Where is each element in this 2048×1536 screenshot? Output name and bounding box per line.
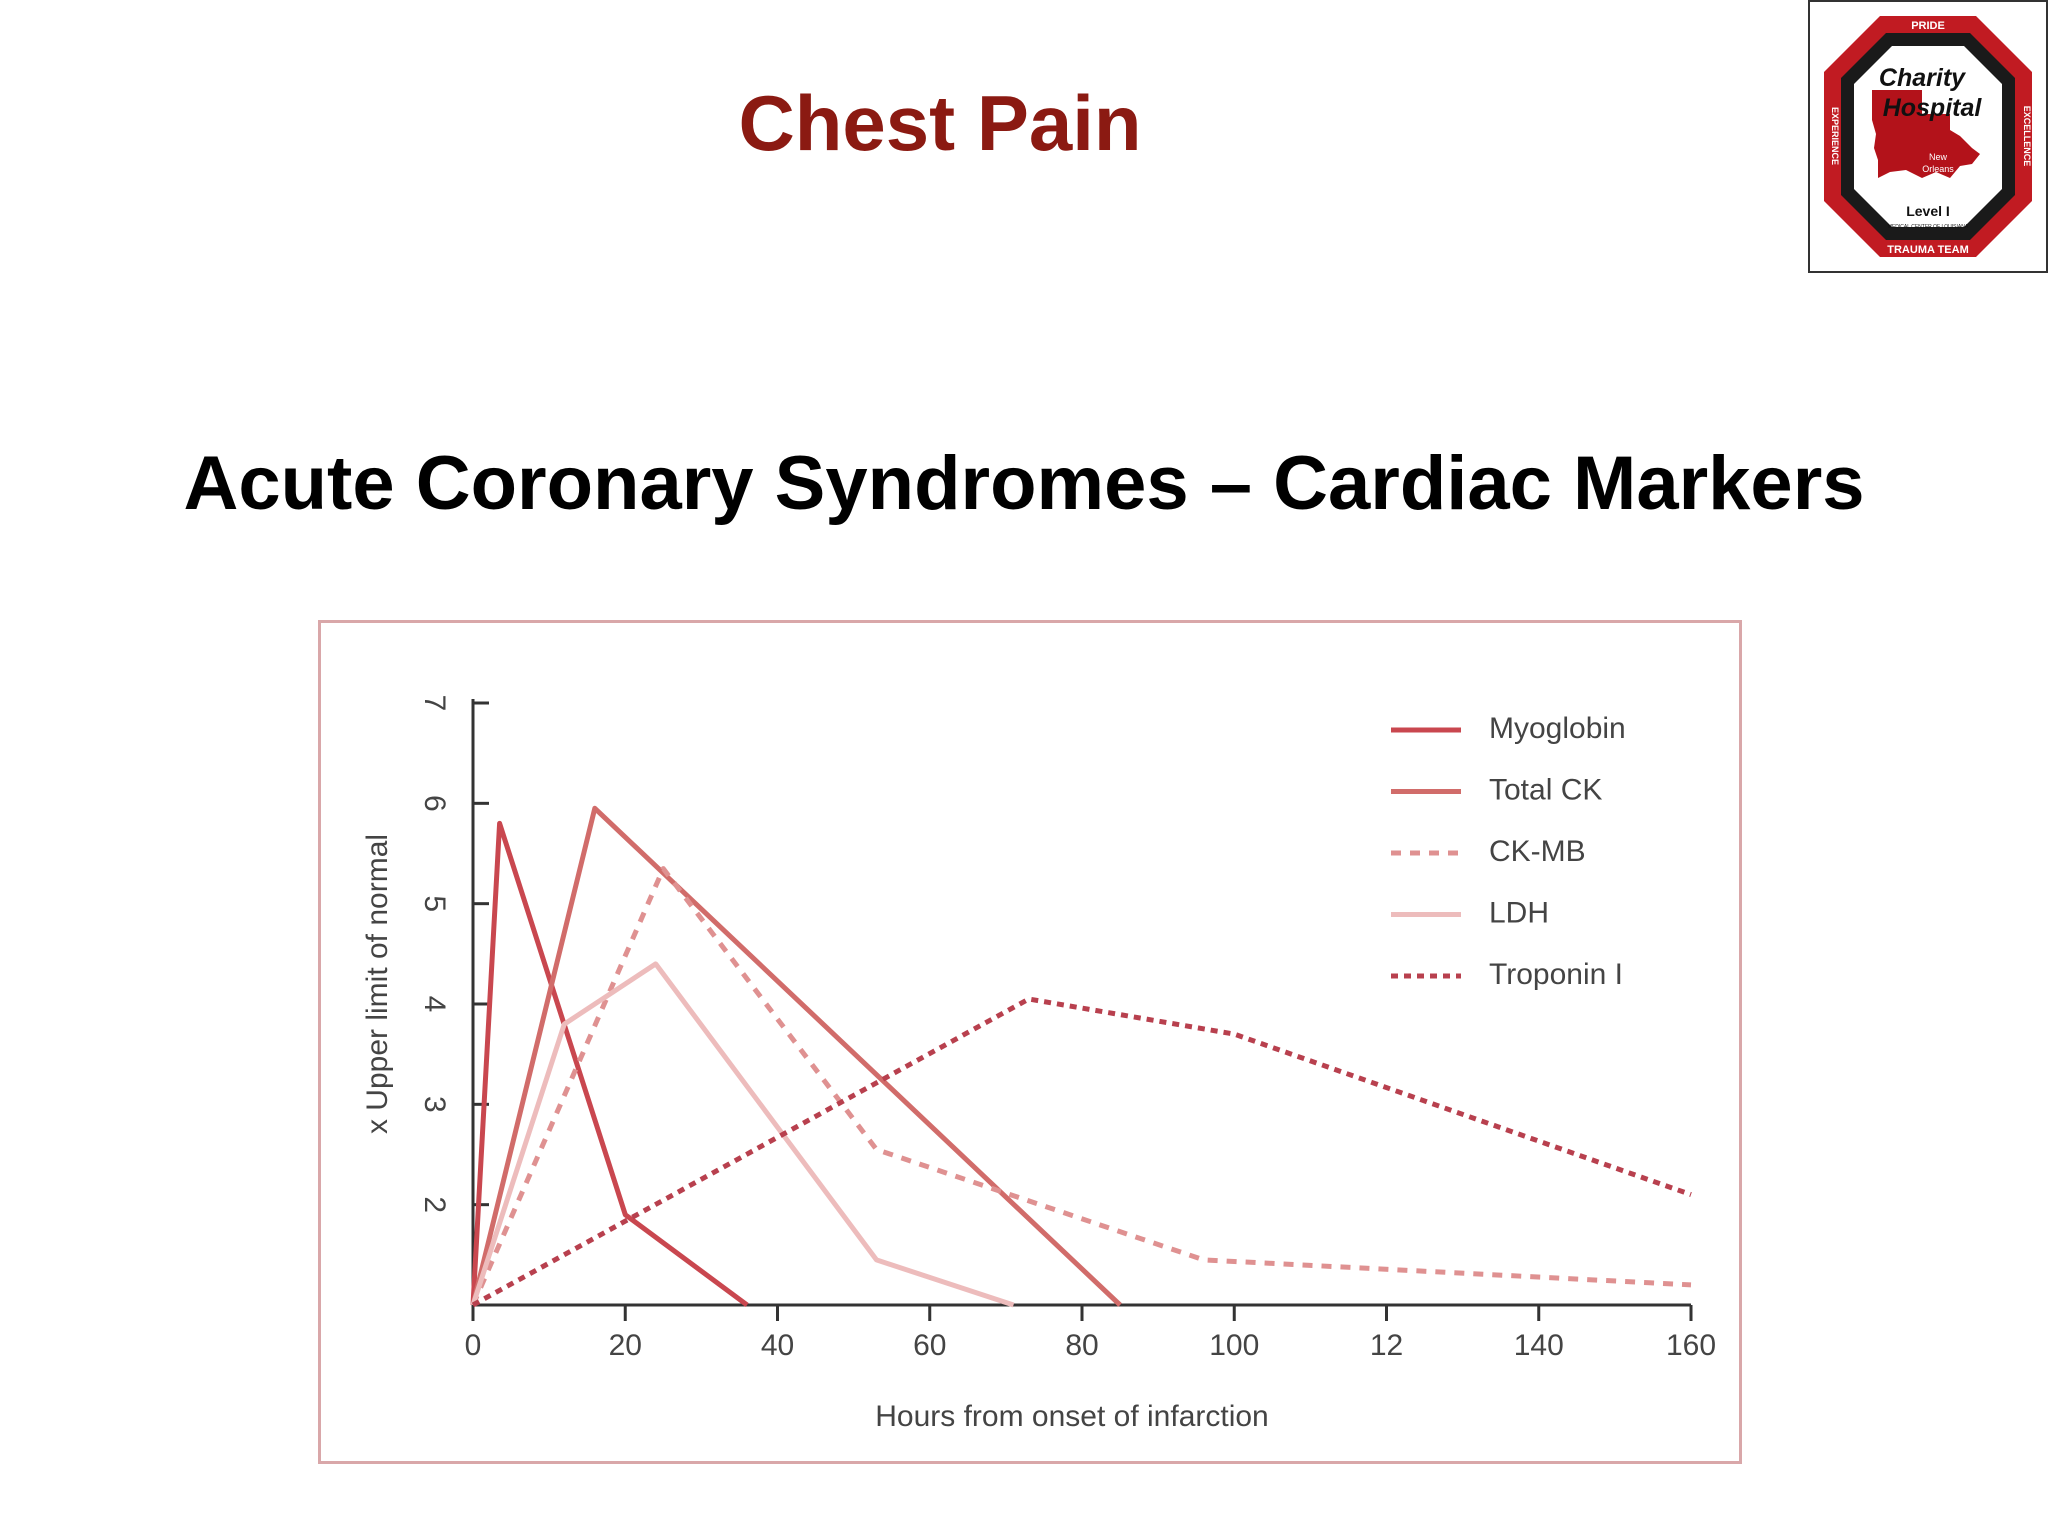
charity-hospital-logo (1808, 0, 2048, 273)
x-tick-label: 100 (1209, 1329, 1260, 1362)
chart-frame (318, 620, 1742, 1464)
y-tick-label: 6 (418, 794, 452, 812)
logo-city-line1: New (1928, 152, 1948, 162)
series-line-total-ck (473, 808, 1120, 1305)
legend-label: CK-MB (1489, 834, 1586, 868)
x-tick-label: 12 (1369, 1329, 1404, 1362)
logo-right-text: EXCELLENCE (2022, 105, 2032, 167)
logo-emblem-icon (1810, 2, 2046, 271)
logo-city-line2: Orleans (1922, 164, 1954, 174)
x-tick-label: 40 (760, 1329, 795, 1362)
x-tick-label: 160 (1665, 1329, 1717, 1362)
y-tick-label: 5 (418, 895, 452, 913)
x-tick-label: 60 (913, 1329, 947, 1362)
logo-top-text: PRIDE (1911, 20, 1945, 32)
series-line-troponin-i (473, 999, 1691, 1305)
legend-label: Total CK (1489, 773, 1603, 807)
series-line-ldh (473, 964, 1014, 1305)
x-tick-label: 20 (608, 1329, 642, 1362)
y-axis-label: x Upper limit of normal (360, 833, 394, 1135)
slide-title: Chest Pain (738, 79, 1142, 167)
y-tick-label: 3 (418, 1095, 452, 1113)
y-tick-label: 4 (418, 995, 452, 1013)
x-tick-label: 140 (1513, 1329, 1564, 1362)
slide-subtitle: Acute Coronary Syndromes – Cardiac Markers (183, 441, 1865, 526)
x-tick-label: 0 (464, 1329, 482, 1362)
x-tick-label: 80 (1065, 1329, 1099, 1362)
x-axis-label: Hours from onset of infarction (875, 1400, 1269, 1433)
legend-label: LDH (1489, 896, 1550, 930)
cardiac-marker-chart (321, 623, 1739, 1461)
logo-bottom-text: TRAUMA TEAM (1887, 244, 1969, 256)
legend-label: Troponin I (1489, 957, 1623, 991)
logo-left-text: EXPERIENCE (1830, 106, 1840, 166)
legend-label: Myoglobin (1489, 711, 1626, 745)
logo-level: Level I (1906, 203, 1950, 219)
y-tick-label: 7 (418, 694, 452, 712)
series-line-myoglobin (473, 823, 747, 1305)
logo-org: MEDICAL CENTER OF LOUISIANA (1887, 224, 1969, 230)
y-tick-label: 2 (418, 1196, 452, 1214)
logo-line2: Hospital (1882, 94, 1982, 122)
logo-line1: Charity (1878, 64, 1966, 92)
